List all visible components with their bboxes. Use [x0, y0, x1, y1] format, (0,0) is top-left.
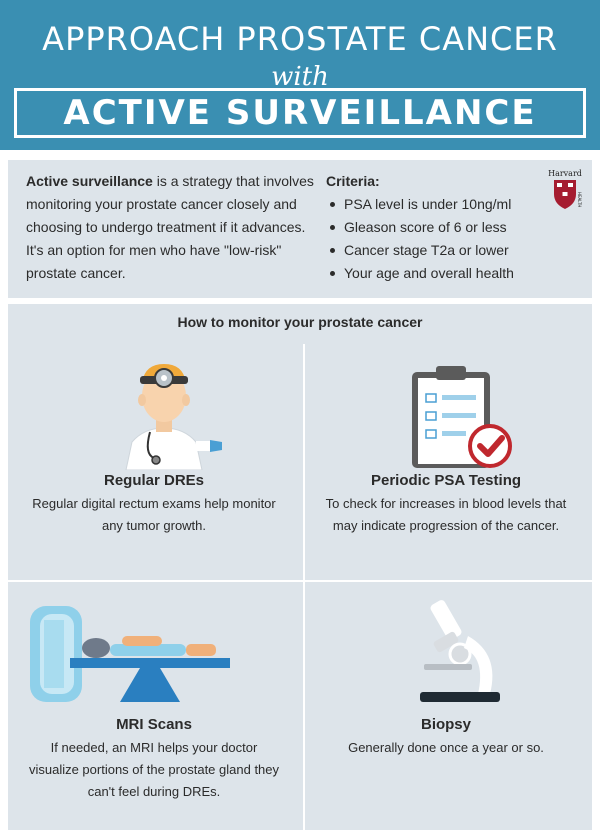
criteria-list	[326, 170, 546, 285]
criteria-item: PSA level is under 10ng/ml	[326, 193, 546, 216]
title-line-1: APPROACH PROSTATE CANCER	[42, 20, 558, 58]
criteria-item: Gleason score of 6 or less	[326, 216, 546, 239]
cell-title: Periodic PSA Testing	[370, 472, 522, 489]
cell-biopsy	[300, 716, 592, 759]
intro-body: is a strategy that involves monitoring your prostate cancer closely and choosing to undergo treatment if it advances. It's an option for men who have "low-risk" prostate cancer.	[26, 173, 314, 281]
title-line-2: with	[271, 62, 329, 92]
cell-title: Regular DREs	[103, 472, 205, 489]
cell-desc: To check for increases in blood levels that may indicate progression of the cancer.	[325, 496, 567, 533]
monitor-heading: How to monitor your prostate cancer	[177, 314, 423, 330]
monitor-panel	[8, 304, 592, 830]
title-box	[14, 88, 586, 138]
criteria-item: Cancer stage T2a or lower	[326, 239, 546, 262]
criteria-item: Your age and overall health	[326, 262, 546, 285]
mri-scanner-icon	[30, 600, 230, 706]
cell-regular-dres	[8, 472, 300, 537]
microscope-icon	[408, 596, 508, 706]
header-banner	[0, 0, 600, 150]
cell-desc: If needed, an MRI helps your doctor visualize portions of the prostate gland they can't feel during DREs.	[28, 740, 280, 799]
logo-word: Harvard	[548, 169, 582, 178]
criteria-title: Criteria:	[326, 173, 380, 189]
intro-text	[26, 170, 314, 285]
cell-periodic-psa-testing	[300, 472, 592, 537]
clipboard-icon	[406, 362, 516, 472]
intro-term: Active surveillance	[26, 173, 153, 189]
cell-title: Biopsy	[420, 716, 471, 733]
harvard-health-logo	[548, 168, 582, 210]
intro-panel	[8, 160, 592, 298]
doctor-icon	[104, 350, 224, 470]
cell-title: MRI Scans	[116, 716, 192, 733]
svg-text:HEALTH: HEALTH	[577, 192, 582, 208]
cell-mri-scans	[8, 716, 300, 803]
cell-desc: Generally done once a year or so.	[348, 740, 544, 755]
title-line-3: ACTIVE SURVEILLANCE	[63, 93, 537, 133]
divider-horizontal	[8, 580, 592, 582]
cell-desc: Regular digital rectum exams help monitor any tumor growth.	[32, 496, 276, 533]
